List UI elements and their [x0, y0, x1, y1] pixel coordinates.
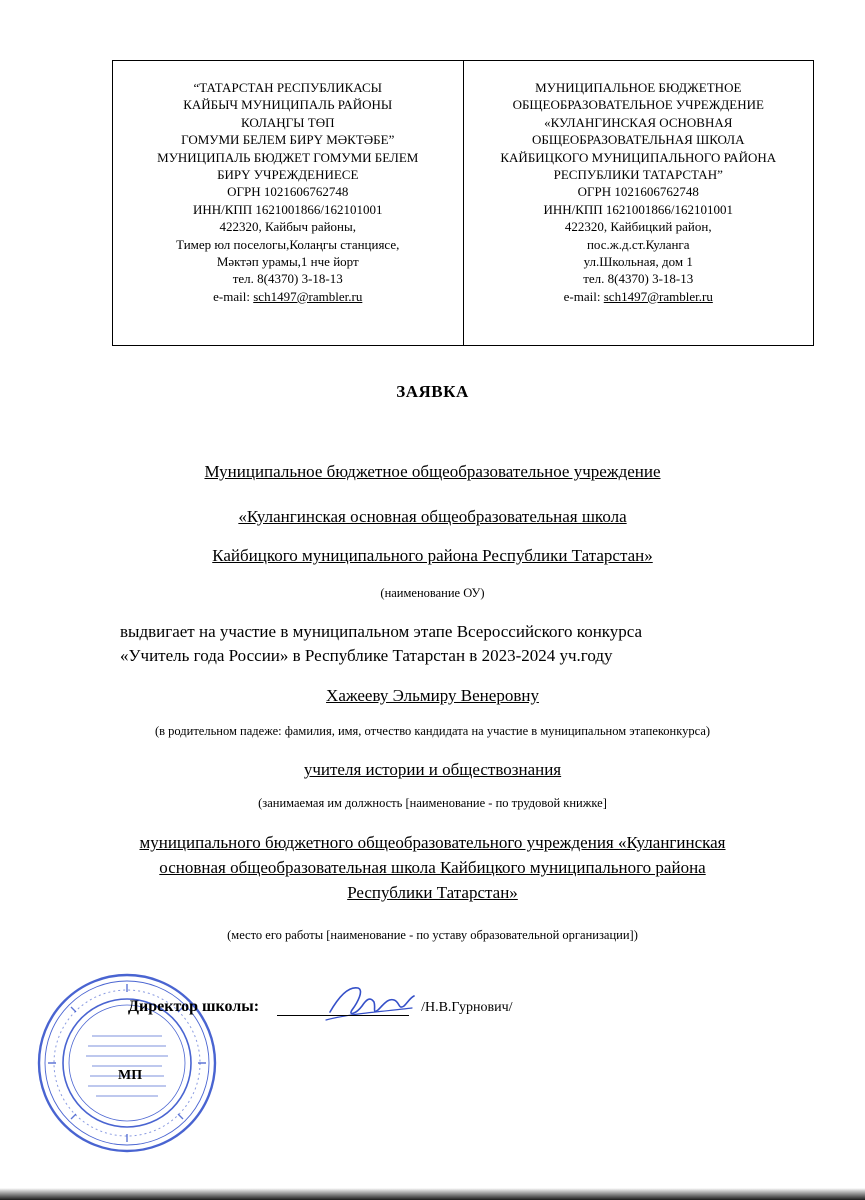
nominates-line: «Учитель года России» в Республике Татарстан в 2023-2024 уч.году — [120, 646, 613, 665]
letterhead-line: БИРҮ УЧРЕЖДЕНИЕСЕ — [217, 167, 359, 183]
scan-bottom-edge — [0, 1188, 865, 1200]
letterhead-line: ГОМУМИ БЕЛЕМ БИРҮ МӘКТӘБЕ” — [181, 132, 395, 148]
letterhead-email — [113, 288, 463, 305]
position-caption: (занимаемая им должность [наименование - по трудовой книжке] — [258, 796, 607, 810]
workplace-caption: (место его работы [наименование - по уставу образовательной организации]) — [227, 928, 638, 942]
letterhead-tatar — [113, 61, 463, 345]
workplace-line: муниципального бюджетного общеобразовательного учреждения «Кулангинская — [139, 833, 726, 852]
email-link[interactable]: sch1497@rambler.ru — [253, 288, 363, 304]
letterhead-line: 422320, Кайбыч районы, — [219, 219, 357, 235]
letterhead-line: МУНИЦИПАЛЬНОЕ БЮДЖЕТНОЕ — [535, 80, 742, 95]
signature-row — [128, 997, 513, 1016]
letterhead-russian — [463, 61, 814, 345]
letterhead-line: тел. 8(4370) 3-18-13 — [583, 271, 694, 287]
director-name: /Н.В.Гурнович/ — [421, 1000, 513, 1015]
letterhead-line: ОГРН 1021606762748 — [227, 184, 349, 200]
letterhead-line: ИНН/КПП 1621001866/162101001 — [192, 201, 383, 217]
workplace-line: основная общеобразовательная школа Кайбицкого муниципального района — [159, 858, 706, 877]
letterhead-line: 422320, Кайбицкий район, — [564, 219, 712, 235]
candidate-caption: (в родительном падеже: фамилия, имя, отчество кандидата на участие в муниципальном этапеконкурса) — [154, 724, 711, 738]
letterhead-line: ОБЩЕОБРАЗОВАТЕЛЬНАЯ ШКОЛА — [532, 132, 745, 148]
letterhead-line: Мәктәп урамы,1 нче йорт — [216, 254, 359, 270]
candidate-position: учителя истории и обществознания — [303, 760, 562, 779]
letterhead-line: пос.ж.д.ст.Куланга — [586, 236, 690, 252]
letterhead-line: “ТАТАРСТАН РЕСПУБЛИКАСЫ — [193, 80, 383, 95]
org-name-line: «Кулангинская основная общеобразовательная школа — [238, 507, 627, 526]
letterhead-line: РЕСПУБЛИКИ ТАТАРСТАН” — [553, 167, 723, 183]
letterhead-table — [112, 60, 814, 346]
nominates-line: выдвигает на участие в муниципальном этапе Всероссийского конкурса — [120, 622, 643, 641]
letterhead-line: МУНИЦИПАЛЬ БЮДЖЕТ ГОМУМИ БЕЛЕМ — [157, 149, 419, 165]
letterhead-line: ИНН/КПП 1621001866/162101001 — [543, 201, 734, 217]
letterhead-line: «КУЛАНГИНСКАЯ ОСНОВНАЯ — [544, 114, 733, 130]
letterhead-line: КОЛАҢГЫ ТӨП — [240, 114, 335, 130]
letterhead-line: КАЙБИЦКОГО МУНИЦИПАЛЬНОГО РАЙОНА — [500, 149, 777, 165]
letterhead-line: ОБЩЕОБРАЗОВАТЕЛЬНОЕ УЧРЕЖДЕНИЕ — [512, 97, 764, 113]
org-name-line: Кайбицкого муниципального района Республики Татарстан» — [212, 546, 653, 565]
email-prefix: e-mail: — [563, 288, 604, 304]
letterhead-email — [464, 288, 814, 305]
letterhead-line: ул.Школьная, дом 1 — [583, 254, 693, 270]
letterhead-line: КАЙБЫЧ МУНИЦИПАЛЬ РАЙОНЫ — [183, 97, 393, 113]
org-caption: (наименование ОУ) — [380, 586, 485, 600]
document-title: ЗАЯВКА — [396, 382, 469, 401]
candidate-name: Хажееву Эльмиру Венеровну — [326, 686, 539, 705]
letterhead-line: ОГРН 1021606762748 — [577, 184, 699, 200]
letterhead-line: тел. 8(4370) 3-18-13 — [232, 271, 343, 287]
seal-label: МП — [118, 1068, 143, 1083]
workplace-line: Республики Татарстан» — [347, 883, 518, 902]
email-link[interactable]: sch1497@rambler.ru — [603, 288, 713, 304]
signature-line — [277, 997, 409, 1016]
org-name-line: Муниципальное бюджетное общеобразовательное учреждение — [204, 462, 661, 481]
email-prefix: e-mail: — [213, 288, 254, 304]
director-label: Директор школы: — [128, 998, 260, 1015]
letterhead-line: Тимер юл поселогы,Колаңгы станциясе, — [176, 236, 400, 252]
